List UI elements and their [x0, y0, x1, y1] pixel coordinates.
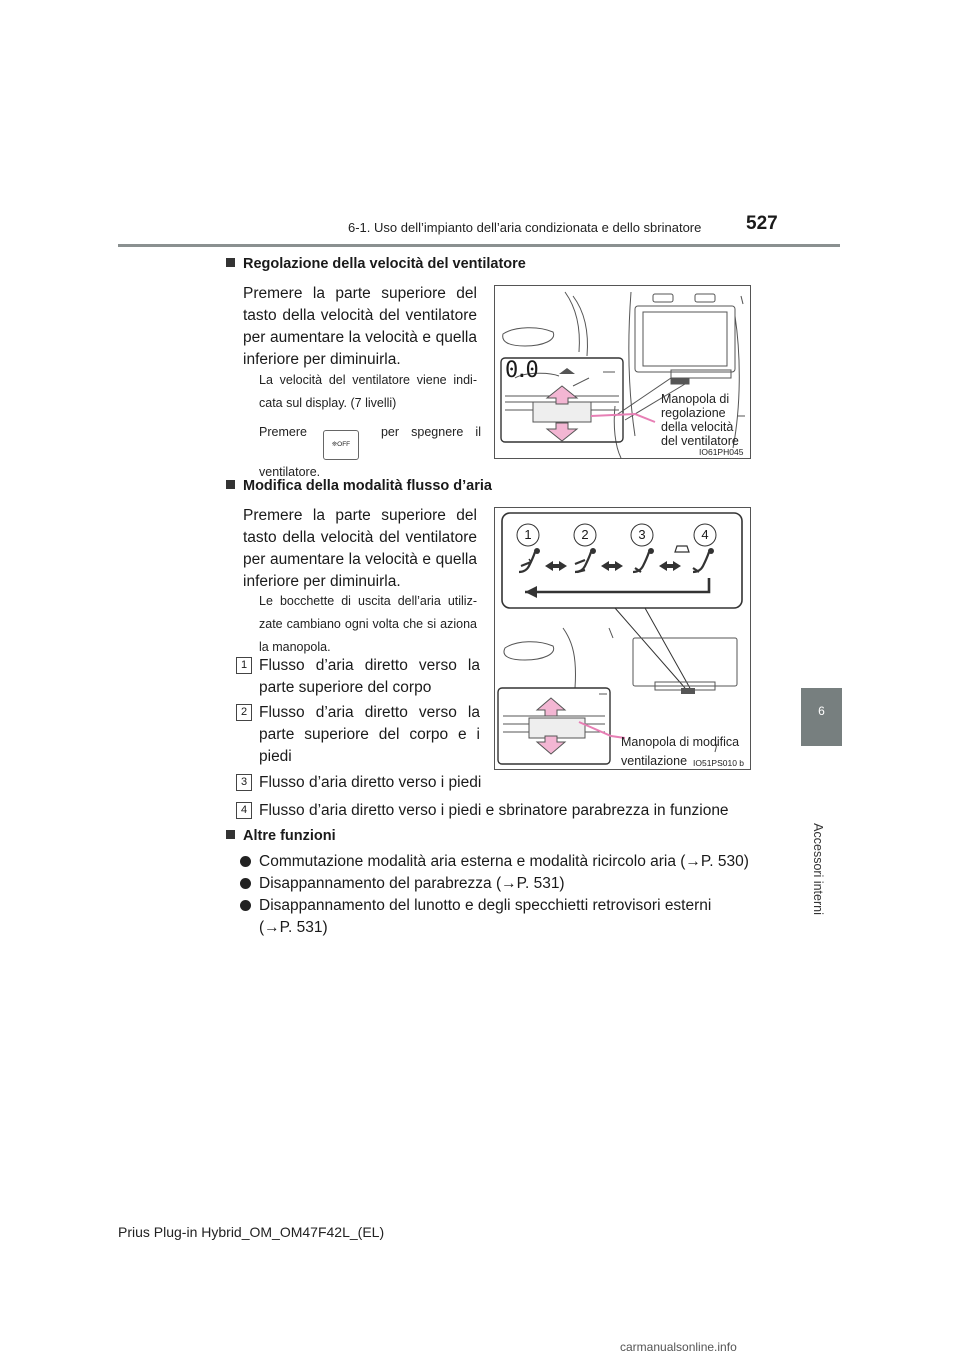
bullet-dot-icon — [240, 900, 251, 911]
airflow-heading: Modifica della modalità flusso d’aria — [226, 478, 492, 494]
header-rule — [118, 244, 840, 247]
fan-speed-heading: Regolazione della velocità del ventilatore — [226, 256, 526, 272]
item-text: Flusso d’aria diretto verso i piedi e sbrinatore parabrezza in funzione — [259, 802, 729, 819]
chapter-number: 6 — [818, 704, 825, 718]
other-bullet-2 — [240, 873, 760, 895]
fan-off-key-icon: ❊OFF — [323, 430, 359, 460]
fan-speed-dial-caption: Manopola di regolazione della velocità del ventilatore — [661, 392, 739, 448]
bullet-dot-icon — [240, 856, 251, 867]
mode-circle-label: 3 — [638, 527, 646, 542]
airflow-item-4 — [236, 800, 756, 822]
item-text: Flusso d’aria diretto verso i piedi — [259, 774, 482, 791]
figure-code: IO61PH045 — [699, 447, 744, 457]
fan-speed-figure — [494, 285, 751, 459]
watermark: carmanualsonline.info — [620, 1340, 737, 1354]
bullet-text: Commutazione modalità aria esterna e modalità ricircolo aria (→P. 530) — [259, 853, 749, 870]
item-number: 1 — [236, 657, 252, 674]
airflow-item-3 — [236, 772, 736, 794]
airflow-paragraph: Premere la parte superiore del tasto della velocità del ventilatore per aumentare la velocità e quella inferiore per diminuirla. — [243, 507, 477, 590]
square-bullet-icon — [226, 480, 235, 489]
figure-code: IO51PS010 b — [693, 758, 745, 768]
section-title: 6-1. Uso dell’impianto dell’aria condizionata e dello sbrinatore — [348, 220, 702, 235]
other-functions-heading: Altre funzioni — [226, 828, 336, 844]
airflow-item-1 — [236, 655, 480, 699]
other-bullet-3 — [240, 895, 720, 939]
mode-circle-label: 4 — [701, 527, 709, 542]
square-bullet-icon — [226, 258, 235, 267]
airflow-mode-illustration — [495, 508, 750, 769]
fan-off-note: Premere❊OFFper spegnere il ventilatore. — [259, 425, 481, 479]
item-number: 2 — [236, 704, 252, 721]
document-footer: Prius Plug-in Hybrid_OM_OM47F42L_(EL) — [118, 1224, 385, 1240]
airflow-figure — [494, 507, 751, 770]
chapter-label-text: Accessori interni — [810, 823, 825, 915]
item-text: Flusso d’aria diretto verso la parte superiore del corpo — [259, 657, 480, 696]
square-bullet-icon — [226, 830, 235, 839]
bullet-dot-icon — [240, 878, 251, 889]
bullet-text: Disappannamento del lunotto e degli specchietti retrovisori esterni (→P. 531) — [259, 897, 712, 936]
airflow-dial-caption: Manopola di modifica ventilazione — [621, 735, 740, 768]
fan-speed-note: La velocità del ventilatore viene indi-cata sul display. (7 livelli) — [259, 373, 477, 410]
fan-speed-display-value: 0.0 — [505, 358, 536, 383]
mode-circle-label: 1 — [524, 527, 532, 542]
chapter-label — [808, 812, 838, 915]
item-text: Flusso d’aria diretto verso la parte superiore del corpo e i piedi — [259, 704, 480, 765]
page-number: 527 — [746, 213, 778, 234]
fan-speed-paragraph: Premere la parte superiore del tasto della velocità del ventilatore per aumentare la velocità e quella inferiore per diminuirla. — [243, 285, 477, 368]
other-bullet-1 — [240, 851, 760, 873]
item-number: 4 — [236, 802, 252, 819]
airflow-note: Le bocchette di uscita dell’aria utiliz-zate cambiano ogni volta che si aziona la manopola. — [259, 594, 477, 654]
mode-circle-label: 2 — [581, 527, 589, 542]
airflow-item-2 — [236, 702, 480, 768]
bullet-text: Disappannamento del parabrezza (→P. 531) — [259, 875, 565, 892]
item-number: 3 — [236, 774, 252, 791]
